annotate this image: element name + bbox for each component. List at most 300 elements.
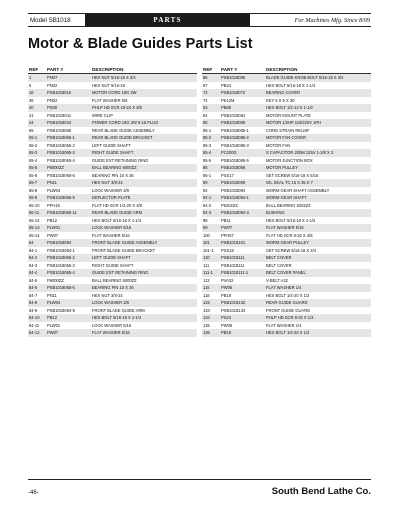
ref-cell: 84-8: [29, 300, 38, 306]
ref-cell: 65-10: [29, 202, 40, 208]
part-number-cell: PSB1018101: [221, 240, 246, 246]
part-number-cell: PSB1018084-1: [47, 247, 75, 253]
description-column-header: DESCRIPTION: [266, 67, 298, 72]
table-row: [202, 157, 371, 165]
ref-cell: 85-1: [203, 127, 212, 133]
description-cell: HEX NUT 5/16-18 X 3/4: [92, 75, 136, 81]
part-number-cell: PB12: [47, 315, 58, 321]
description-cell: WIRE CLIP: [92, 112, 113, 118]
part-number-cell: PFH19: [47, 202, 60, 208]
description-cell: GUIDE EXT RETAINING RING: [92, 270, 149, 276]
description-cell: BELT COVER: [266, 262, 292, 268]
ref-cell: 36: [29, 97, 34, 103]
part-number-cell: PSB1018086: [221, 165, 246, 171]
ref-cell: 16: [29, 90, 34, 96]
parts-tables: [28, 64, 371, 337]
part-number-cell: PSB1018085-3: [221, 142, 249, 148]
table-row: [202, 194, 371, 202]
ref-cell: 65-2: [29, 142, 38, 148]
part-number-cell: P6000ZZ: [47, 165, 64, 171]
table-row: [202, 142, 371, 150]
part-number-cell: PSB1018085: [221, 120, 246, 126]
table-row: [202, 209, 371, 217]
ref-cell: 89: [203, 180, 208, 186]
ref-cell: 72: [203, 90, 208, 96]
description-cell: HEX NUT 3/8-24: [92, 292, 123, 298]
ref-cell: 94-1: [203, 195, 212, 201]
ref-cell: 65-8: [29, 187, 38, 193]
part-number-cell: PW06: [221, 285, 233, 291]
description-cell: REAR BLADE GUIDE ASSEMBLY: [92, 127, 155, 133]
ref-cell: 94-3: [203, 210, 212, 216]
part-number-cell: PLW04: [47, 187, 61, 193]
table-body: [28, 74, 197, 337]
part-number-cell: PB12: [47, 217, 58, 223]
table-row: [28, 119, 197, 127]
table-row: [202, 269, 371, 277]
table-row: [28, 262, 197, 270]
part-number-cell: PSB1018084-9: [47, 307, 75, 313]
table-header: [28, 64, 197, 74]
parts-table-right: [202, 64, 371, 337]
ref-cell: 65-9: [29, 195, 38, 201]
part-number-cell: PSB1018065-9: [47, 195, 75, 201]
part-number-cell: P6000ZZ: [47, 277, 64, 283]
description-cell: FLAT HD SCR 1/4-20 X 3/8: [92, 202, 142, 208]
ref-cell: 40: [29, 105, 34, 111]
description-cell: PHLP HD SCR 8-32 X 1/4: [266, 315, 314, 321]
ref-cell: 133: [203, 307, 210, 313]
table-row: [202, 119, 371, 127]
description-cell: FLAT WASHER 5/8: [92, 97, 128, 103]
ref-cell: 136: [203, 330, 210, 336]
description-cell: MOTOR CORD 18G 3W: [92, 90, 137, 96]
table-row: [28, 142, 197, 150]
part-number-cell: P6202ZZ: [221, 202, 238, 208]
part-number-cell: PSB1018065-1: [47, 135, 75, 141]
part-number-cell: PS08: [47, 105, 58, 111]
description-cell: FLAT WASHER 1/4: [266, 285, 302, 291]
part-number-cell: PB19: [221, 330, 232, 336]
ref-cell: 84-2: [29, 255, 38, 261]
table-row: [202, 112, 371, 120]
description-cell: SET SCREW 5/16-18 X 3/4: [266, 247, 316, 253]
part-number-cell: PN11: [47, 292, 57, 298]
ref-cell: 84: [203, 112, 208, 118]
part-number-cell: PSB1018072: [221, 90, 246, 96]
part-number-cell: PN02: [47, 97, 58, 103]
table-row: [202, 307, 371, 315]
table-row: [28, 209, 197, 217]
description-cell: FRONT BLADE GUIDE ASSEMBLY: [92, 240, 158, 246]
description-cell: REAR GUIDE GUARD: [266, 300, 308, 306]
ref-cell: 94: [203, 187, 208, 193]
part-number-cell: PN32: [47, 82, 58, 88]
table-row: [28, 104, 197, 112]
description-cell: LEFT GUIDE SHAFT: [92, 142, 131, 148]
ref-cell: 116: [203, 285, 210, 291]
ref-cell: 65-3: [29, 150, 38, 156]
description-cell: KEY 5 X 5 X 30: [266, 97, 295, 103]
description-cell: BELT COVER PANEL: [266, 270, 306, 276]
description-cell: RIGHT GUIDE SHAFT: [92, 262, 134, 268]
ref-cell: 135: [203, 322, 210, 328]
part-number-cell: PN07: [47, 75, 58, 81]
ref-cell: 65-11: [29, 210, 40, 216]
parts-table-left: [28, 64, 197, 337]
table-row: [28, 277, 197, 285]
table-row: [28, 314, 197, 322]
ref-cell: 84-9: [29, 307, 38, 313]
part-number-cell: PSB1018065-6: [47, 285, 75, 291]
description-cell: BALL BEARING 6000ZZ: [92, 277, 137, 283]
description-cell: HEX NUT 5/16-18: [92, 82, 125, 88]
table-row: [202, 74, 371, 82]
description-cell: RIGHT GUIDE SHAFT: [92, 150, 134, 156]
table-row: [28, 247, 197, 255]
table-row: [28, 149, 197, 157]
description-cell: LOCK WASHER 3/8: [92, 300, 129, 306]
table-row: [202, 134, 371, 142]
table-row: [202, 164, 371, 172]
description-cell: PHLP HD SCR 10-24 X 3/8: [92, 105, 142, 111]
part-number-cell: PB11: [221, 217, 231, 223]
ref-cell: 84-4: [29, 270, 38, 276]
table-row: [202, 322, 371, 330]
part-column-header: PART #: [221, 67, 237, 72]
model-label: Model SB1018: [30, 16, 71, 24]
description-cell: FLAT WASHER 5/16: [266, 225, 304, 231]
table-row: [28, 224, 197, 232]
part-number-cell: PN11: [47, 180, 57, 186]
description-cell: FLAT WASHER 5/16: [92, 232, 130, 238]
table-row: [202, 277, 371, 285]
table-row: [28, 97, 197, 105]
description-cell: BEARING COVER: [266, 90, 301, 96]
page-header: [28, 13, 371, 27]
ref-cell: 98: [203, 217, 208, 223]
table-row: [28, 82, 197, 90]
part-number-cell: PSB1018065-4: [47, 157, 75, 163]
description-cell: LOCK WASHER 5/16: [92, 322, 132, 328]
part-number-cell: PB65: [221, 105, 232, 111]
part-number-cell: PSB1018094: [221, 187, 246, 193]
ref-cell: 84-1: [29, 247, 38, 253]
part-number-cell: PSB1018089: [221, 180, 246, 186]
manufacture-date-note: For Machines Mfg. Since 8/09: [294, 16, 370, 24]
part-number-cell: PSB1018065-3: [47, 150, 75, 156]
ref-cell: 65-4: [29, 157, 38, 163]
ref-cell: 118: [203, 292, 210, 298]
description-cell: LEFT GUIDE SHAFT: [92, 255, 131, 261]
table-row: [28, 329, 197, 337]
table-row: [28, 74, 197, 82]
part-number-cell: PW07: [47, 330, 59, 336]
table-row: [202, 224, 371, 232]
description-cell: FLAT WASHER 5/16: [92, 330, 130, 336]
ref-cell: 101-1: [203, 247, 214, 253]
description-cell: BALL BEARING 6000ZZ: [92, 165, 137, 171]
ref-cell: 84-7: [29, 292, 38, 298]
part-number-cell: PS23: [221, 315, 232, 321]
part-number-cell: PK12M: [221, 97, 235, 103]
ref-cell: 65-1: [29, 135, 38, 141]
part-number-cell: PSB1018085-2: [221, 135, 249, 141]
table-body: [202, 74, 371, 337]
description-cell: MOTOR 1/2HP 110/220V 1PH: [266, 120, 322, 126]
description-cell: MOTOR FAN: [266, 142, 291, 148]
ref-cell: 65-14: [29, 232, 40, 238]
table-row: [28, 232, 197, 240]
part-number-cell: PSB1018094-3: [221, 210, 249, 216]
part-number-cell: PSB1018065: [47, 127, 72, 133]
part-number-cell: PSB1018065-6: [47, 172, 75, 178]
table-header: [202, 64, 371, 74]
table-row: [28, 292, 197, 300]
description-cell: MOTOR JUNCTION BOX: [266, 157, 313, 163]
part-number-cell: PSB1018016: [47, 90, 72, 96]
description-cell: BALL BEARING 6202ZZ: [266, 202, 311, 208]
ref-cell: 85-3: [203, 142, 212, 148]
part-number-cell: PLW04: [47, 300, 61, 306]
ref-cell: 85-5: [203, 157, 212, 163]
table-row: [28, 254, 197, 262]
part-number-cell: PB19: [221, 292, 232, 298]
description-cell: SET SCREW 5/16-18 X 5/16: [266, 172, 319, 178]
table-row: [202, 104, 371, 112]
ref-cell: 85: [203, 120, 208, 126]
description-cell: HEX BOLT 5/16-18 X 1-1/4: [92, 217, 142, 223]
ref-cell: 85-2: [203, 135, 212, 141]
description-cell: HEX BOLT 1/2-13 X 1-1/2: [266, 105, 313, 111]
part-number-cell: PW07: [47, 232, 59, 238]
description-cell: BEARING PIN 10 X 36: [92, 172, 134, 178]
description-cell: HEX BOLT 5/16-18 X 1-1/4: [92, 315, 142, 321]
part-number-cell: PSB1018065-4: [47, 270, 75, 276]
description-cell: WORM GEAR SHAFT ASSEMBLY: [266, 187, 330, 193]
page-number: -46-: [28, 490, 39, 496]
table-row: [202, 284, 371, 292]
ref-column-header: REF: [29, 67, 39, 72]
ref-column-header: REF: [203, 67, 213, 72]
description-cell: HEX BOLT 1/4-20 X 1/2: [266, 292, 310, 298]
part-number-cell: PSB1018111-1: [221, 270, 249, 276]
ref-cell: 111: [203, 262, 210, 268]
ref-cell: 65-13: [29, 225, 40, 231]
ref-cell: 112: [203, 277, 210, 283]
ref-cell: 87: [203, 82, 208, 88]
ref-cell: 110: [203, 255, 210, 261]
part-number-cell: PSB1018085-5: [221, 157, 249, 163]
ref-cell: 86: [203, 165, 208, 171]
part-number-cell: PSB1018111: [221, 255, 245, 261]
description-cell: WORM GEAR SHAFT: [266, 195, 307, 201]
ref-cell: 65: [29, 127, 34, 133]
description-cell: HEX BOLT 1/4-20 X 1/2: [266, 330, 310, 336]
part-number-cell: PSB1018086: [221, 75, 246, 81]
part-number-cell: PSB1018041: [47, 112, 72, 118]
table-row: [202, 247, 371, 255]
description-cell: BUSHING: [266, 210, 285, 216]
part-number-cell: PVA32: [221, 277, 234, 283]
table-row: [28, 127, 197, 135]
ref-cell: 100: [203, 232, 210, 238]
part-number-cell: PSB1018133: [221, 307, 246, 313]
description-cell: POWER CORD 18G 3W 6-15 PLUG: [92, 120, 159, 126]
table-row: [28, 269, 197, 277]
description-cell: FRONT BLADE GUIDE BRACKET: [92, 247, 156, 253]
description-cell: MOTOR FAN COVER: [266, 135, 306, 141]
part-number-cell: PSS18: [221, 247, 234, 253]
table-row: [28, 112, 197, 120]
description-cell: BELT COVER: [266, 255, 292, 261]
description-cell: DEFLECTOR PLATE: [92, 195, 131, 201]
description-cell: MOTOR PULLEY: [266, 165, 299, 171]
table-row: [202, 127, 371, 135]
part-number-cell: PSB1018094-1: [221, 195, 249, 201]
description-cell: V-BELT A32: [266, 277, 288, 283]
ref-cell: 84: [29, 240, 34, 246]
ref-cell: 74: [203, 97, 208, 103]
description-cell: CORD STRAIN RELIEF: [266, 127, 310, 133]
part-column-header: PART #: [47, 67, 63, 72]
ref-cell: 132: [203, 300, 210, 306]
part-number-cell: PB24: [221, 82, 232, 88]
table-row: [28, 157, 197, 165]
ref-cell: 65-7: [29, 180, 38, 186]
description-cell: MOTOR MOUNT PLATE: [266, 112, 312, 118]
ref-cell: 86-1: [203, 172, 212, 178]
table-row: [202, 97, 371, 105]
table-row: [202, 149, 371, 157]
table-row: [28, 164, 197, 172]
ref-cell: 111-1: [203, 270, 213, 276]
ref-cell: 85-4: [203, 150, 212, 156]
table-row: [202, 89, 371, 97]
part-number-cell: PSB1018084: [47, 240, 72, 246]
ref-cell: 84-11: [29, 322, 40, 328]
table-row: [202, 239, 371, 247]
ref-cell: 1: [29, 75, 32, 81]
ref-cell: 65-12: [29, 217, 40, 223]
description-cell: FRONT BLADE GUIDE ARM: [92, 307, 145, 313]
description-cell: LOCK WASHER 5/16: [92, 225, 132, 231]
part-number-cell: PSB1018111: [221, 262, 245, 268]
description-cell: HEX BOLT 5/16-18 X 1-1/2: [266, 217, 316, 223]
description-cell: BLADE GUIDE KNOB BOLT 5/16-18 X 3/4: [266, 75, 344, 81]
table-row: [202, 292, 371, 300]
table-row: [28, 299, 197, 307]
description-cell: REAR BLADE GUIDE ARM: [92, 210, 143, 216]
ref-cell: 6: [29, 82, 32, 88]
table-row: [28, 284, 197, 292]
ref-cell: 84-5: [29, 277, 38, 283]
table-row: [28, 217, 197, 225]
part-number-cell: PSB1018084: [221, 112, 246, 118]
ref-cell: 84-10: [29, 315, 40, 321]
table-row: [28, 179, 197, 187]
ref-cell: 94-2: [203, 202, 212, 208]
ref-cell: 65-6: [29, 172, 38, 178]
ref-cell: 99: [203, 225, 208, 231]
part-number-cell: PLW01: [47, 225, 61, 231]
description-cell: HEX BOLT 5/16-18 X 1-1/4: [266, 82, 316, 88]
table-row: [202, 82, 371, 90]
table-row: [28, 89, 197, 97]
ref-cell: 65-5: [29, 165, 38, 171]
part-number-cell: PC200G: [221, 150, 237, 156]
ref-cell: 84-3: [29, 262, 38, 268]
table-row: [202, 232, 371, 240]
description-column-header: DESCRIPTION: [92, 67, 124, 72]
table-row: [202, 179, 371, 187]
ref-cell: 41: [29, 112, 34, 118]
part-number-cell: PSB1018132: [221, 300, 246, 306]
table-row: [28, 202, 197, 210]
table-row: [28, 322, 197, 330]
table-row: [28, 194, 197, 202]
part-number-cell: PSB1018085-1: [221, 127, 249, 133]
description-cell: GUIDE EXT RETAINING RING: [92, 157, 149, 163]
table-row: [202, 187, 371, 195]
page-title: Motor & Blade Guides Parts List: [28, 36, 253, 52]
part-number-cell: PSB1018065-2: [47, 142, 75, 148]
part-number-cell: PFH57: [221, 232, 234, 238]
ref-cell: 83: [203, 105, 208, 111]
ref-cell: 101: [203, 240, 210, 246]
ref-cell: 84-12: [29, 330, 40, 336]
ref-cell: 134: [203, 315, 210, 321]
description-cell: FRONT GUIDE GUARD: [266, 307, 311, 313]
table-row: [28, 187, 197, 195]
part-number-cell: PSB1018065-11: [47, 210, 77, 216]
description-cell: BEARING PIN 10 X 36: [92, 285, 134, 291]
table-row: [28, 172, 197, 180]
ref-cell: 86: [203, 75, 208, 81]
section-tab: PARTS: [85, 14, 250, 26]
page-footer: [28, 479, 371, 498]
table-row: [28, 239, 197, 247]
ref-cell: 44: [29, 120, 34, 126]
description-cell: FLAT WASHER 1/4: [266, 322, 302, 328]
table-row: [202, 314, 371, 322]
table-row: [28, 307, 197, 315]
table-row: [202, 329, 371, 337]
table-row: [28, 134, 197, 142]
brand-name: South Bend Lathe Co.: [271, 486, 371, 497]
part-number-cell: PSB1018065-3: [47, 262, 75, 268]
description-cell: LOCK WASHER 3/8: [92, 187, 129, 193]
table-row: [202, 254, 371, 262]
table-row: [202, 262, 371, 270]
part-number-cell: PSB1018044: [47, 120, 72, 126]
table-row: [202, 172, 371, 180]
description-cell: OIL SEAL TC 15 X 35 X 7: [266, 180, 313, 186]
description-cell: HEX NUT 3/8-24: [92, 180, 123, 186]
description-cell: WORM GEAR PULLEY: [266, 240, 309, 246]
part-number-cell: PW07: [221, 225, 233, 231]
part-number-cell: PLW01: [47, 322, 61, 328]
part-number-cell: PSS17: [221, 172, 234, 178]
ref-cell: 84-6: [29, 285, 38, 291]
description-cell: FLAT HD SCR 8-32 X 3/8: [266, 232, 313, 238]
table-row: [202, 217, 371, 225]
part-number-cell: PW06: [221, 322, 233, 328]
description-cell: REAR BLADE GUIDE BRACKET: [92, 135, 153, 141]
part-number-cell: PSB1018065-2: [47, 255, 75, 261]
table-row: [202, 202, 371, 210]
table-row: [202, 299, 371, 307]
